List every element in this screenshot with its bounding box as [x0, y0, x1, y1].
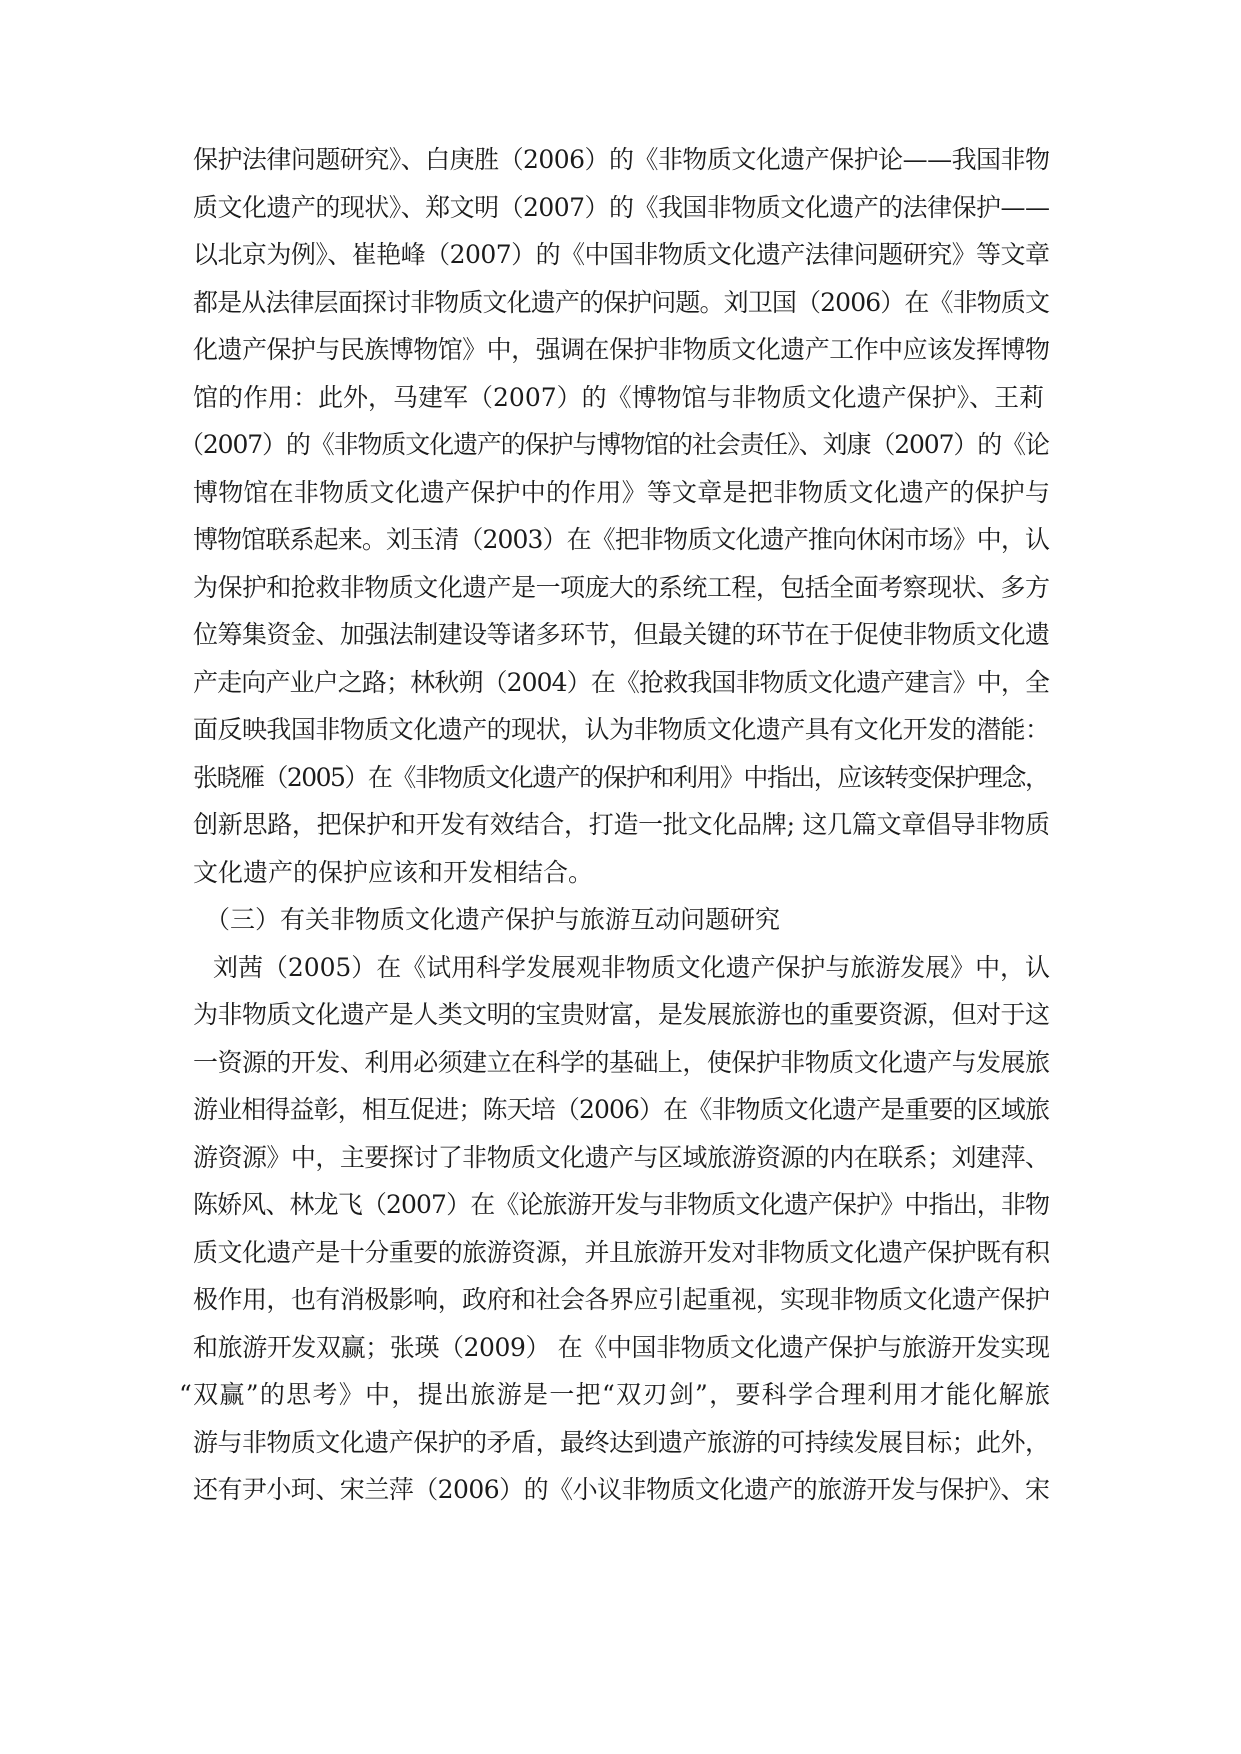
text-line: 质文化遗产的现状》、郑文明（2007）的《我国非物质文化遗产的法律保护—— — [193, 192, 1050, 222]
text-line: 还有尹小珂、宋兰萍（2006）的《小议非物质文化遗产的旅游开发与保护》、宋 — [193, 1475, 1050, 1504]
text-line: 游业相得益彰，相互促进；陈天培（2006）在《非物质文化遗产是重要的区域旅 — [193, 1095, 1050, 1124]
text-line: 化遗产保护与民族博物馆》中，强调在保护非物质文化遗产工作中应该发挥博物 — [193, 335, 1050, 364]
text-line: “双赢”的思考》中，提出旅游是一把“双刃剑”，要科学合理利用才能化解旅 — [179, 1380, 1052, 1409]
text-line: 游资源》中，主要探讨了非物质文化遗产与区域旅游资源的内在联系；刘建萍、 — [193, 1142, 1050, 1172]
paragraph — [179, 944, 1052, 1514]
text-line: 为非物质文化遗产是人类文明的宝贵财富，是发展旅游也的重要资源，但对于这 — [193, 1000, 1050, 1029]
text-line: （2007）的《非物质文化遗产的保护与博物馆的社会责任》、刘康（2007）的《论 — [179, 430, 1049, 459]
text-line: 游与非物质文化遗产保护的矛盾，最终达到遗产旅游的可持续发展目标；此外， — [193, 1427, 1050, 1457]
body-text — [179, 136, 1052, 1514]
text-line: 陈娇风、林龙飞（2007）在《论旅游开发与非物质文化遗产保护》中指出，非物 — [193, 1190, 1050, 1219]
text-line: 刘茜（2005）在《试用科学发展观非物质文化遗产保护与旅游发展》中，认 — [213, 952, 1050, 982]
text-line: 为保护和抢救非物质文化遗产是一项庞大的系统工程，包括全面考察现状、多方 — [193, 572, 1050, 602]
text-line: 都是从法律层面探讨非物质文化遗产的保护问题。刘卫国（2006）在《非物质文 — [193, 287, 1050, 317]
text-line: 文化遗产的保护应该和开发相结合。 — [193, 857, 594, 887]
text-line: 面反映我国非物质文化遗产的现状，认为非物质文化遗产具有文化开发的潜能： — [193, 715, 1050, 744]
text-line: 极作用，也有消极影响，政府和社会各界应引起重视，实现非物质文化遗产保护 — [193, 1285, 1050, 1314]
text-line: 张晓雁（2005）在《非物质文化遗产的保护和利用》中指出，应该转变保护理念， — [193, 762, 1049, 792]
text-line: 博物馆联系起来。刘玉清（2003）在《把非物质文化遗产推向休闲市场》中，认 — [193, 525, 1050, 554]
text-line: 一资源的开发、利用必须建立在科学的基础上，使保护非物质文化遗产与发展旅 — [193, 1047, 1050, 1077]
text-line: 馆的作用：此外，马建军（2007）的《博物馆与非物质文化遗产保护》、王莉 — [193, 382, 1045, 412]
text-line: 质文化遗产是十分重要的旅游资源，并且旅游开发对非物质文化遗产保护既有积 — [193, 1237, 1050, 1267]
text-line: 保护法律问题研究》、白庚胜（2006）的《非物质文化遗产保护论——我国非物 — [193, 145, 1050, 174]
text-line: 博物馆在非物质文化遗产保护中的作用》等文章是把非物质文化遗产的保护与 — [193, 477, 1051, 507]
section-heading: （三）有关非物质文化遗产保护与旅游互动问题研究 — [205, 905, 781, 934]
text-line: 位筹集资金、加强法制建设等诸多环节，但最关键的环节在于促使非物质文化遗 — [193, 620, 1050, 649]
paragraph — [179, 136, 1051, 896]
text-line: 产走向产业户之路；林秋朔（2004）在《抢救我国非物质文化遗产建言》中，全 — [193, 667, 1050, 697]
text-line: 和旅游开发双赢；张瑛（2009） 在《中国非物质文化遗产保护与旅游开发实现 — [193, 1332, 1050, 1362]
text-line: 创新思路，把保护和开发有效结合，打造一批文化品牌; 这几篇文章倡导非物质 — [193, 810, 1050, 839]
text-line: 以北京为例》、崔艳峰（2007）的《中国非物质文化遗产法律问题研究》等文章 — [193, 240, 1050, 269]
